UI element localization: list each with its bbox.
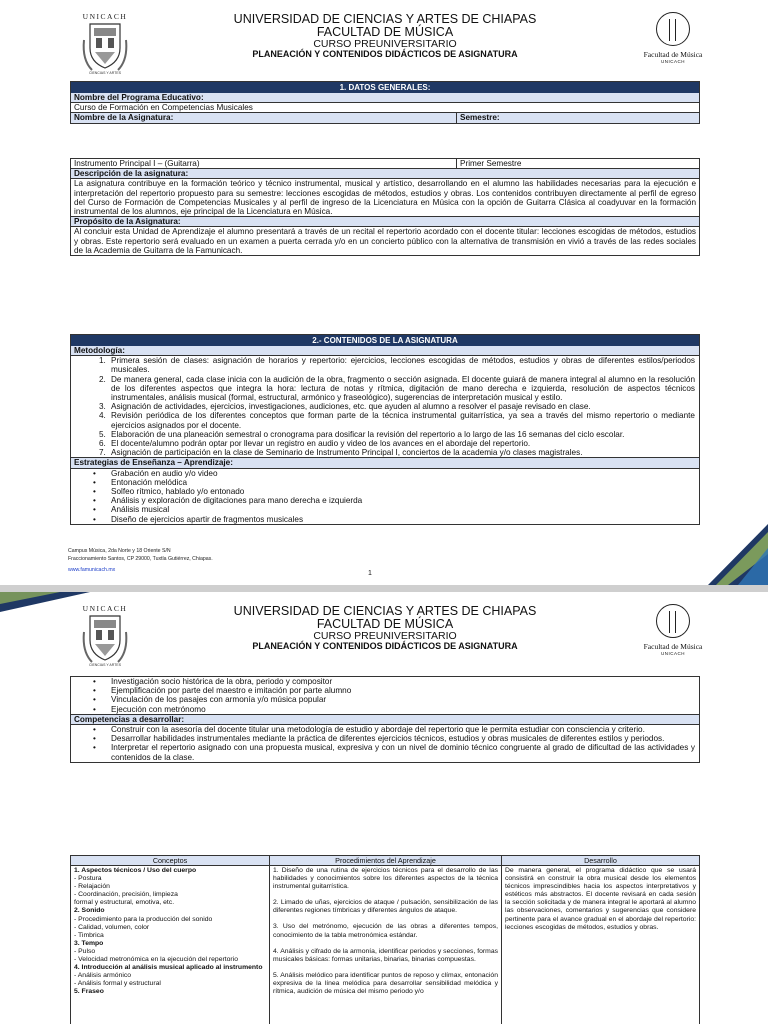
header-titles xyxy=(200,605,570,652)
contenidos-table xyxy=(70,334,700,525)
faculty-name: FACULTAD DE MÚSICA xyxy=(316,617,454,632)
list-item: - Postura xyxy=(74,875,102,883)
column-header: Procedimientos del Aprendizaje xyxy=(270,856,501,866)
list-item: 6. El docente/alumno podrán optar por llevar un registro en audio y video de los avances en el abordaje del repertorio. xyxy=(99,439,531,449)
list-item: 4. Revisión periódica de los diferentes conceptos que forman parte de la técnica instrumental guitarrística, ya sea a través del mismo repertorio o mediante ejercicios asignados por el docente. xyxy=(99,411,695,430)
procedimientos-list xyxy=(270,866,501,1005)
page-separator xyxy=(0,585,768,592)
facultad-musica-logo: Facultad de Música UNICACH xyxy=(640,12,706,74)
conceptos-procedimientos-table xyxy=(70,855,700,1024)
list-item: • Ejecución con metrónomo xyxy=(93,704,206,714)
list-item: 5. Elaboración de una planeación semestral o cronograma para dosificar la revisión del repertorio a lo largo de las 16 semanas del ciclo escolar. xyxy=(99,429,625,439)
column-header: Conceptos xyxy=(71,856,269,866)
estrategias-label: Estrategias de Enseñanza – Aprendizaje: xyxy=(71,457,699,467)
list-item: • Solfeo rítmico, hablado y/o entonado xyxy=(93,487,245,497)
proposito-label: Propósito de la Asignatura: xyxy=(71,216,699,226)
programa-label: Nombre del Programa Educativo: xyxy=(71,93,699,102)
list-item: 5. Análisis melódico para identificar puntos de reposo y clímax, entonación expresiva de la línea melódica para desarrollar sensibilidad melódica y rítmica, audición de música del mismo periodo y/o xyxy=(273,971,498,996)
conceptos-list xyxy=(71,866,269,998)
list-item: • Grabación en audio y/o video xyxy=(93,468,218,478)
list-item: 4. Introducción al análisis musical aplicado al instrumento xyxy=(74,964,263,972)
conceptos-column xyxy=(71,856,270,1024)
desarrollo-list xyxy=(502,866,699,941)
page-footer xyxy=(68,548,213,575)
desarrollo-text: De manera general, el programa didáctico que se usará consistirá en construir la obra musical desde los elementos técnicos imprescindibles hacia los aspectos interpretativos y estéticos más abstractos. El docente revisará en cada sesión la sección solicitada y de manera integral le aportará al alumno las observaciones, comentarios y sugerencias que considere pertinente para el avance gradual en el abordaje del repertorio: lecciones escogidas de métodos, estudios y obras. xyxy=(505,867,696,931)
university-name: UNIVERSIDAD DE CIENCIAS Y ARTES DE CHIAPAS xyxy=(233,12,537,26)
desarrollo-column xyxy=(502,856,699,1024)
list-item: 1. Primera sesión de clases: asignación de horarios y repertorio: ejercicios, lecciones escogidas de métodos, estudios y obras de diferentes estilos/periodos musicales. xyxy=(99,356,695,375)
list-item: - Análisis formal y estructural xyxy=(74,980,161,988)
list-item: - Coordinación, precisión, limpieza xyxy=(74,891,178,899)
descripcion-text: La asignatura contribuye en la formación teórico y técnico instrumental, musical y artístico, desarrollando en el alumno las habilidades necesarias para la ejecución e interpretación del repertorio propuesto para su semestre: lecciones escogidas de métodos, estudios y obras. Los contenidos contribuyen directamente al perfil de egreso del Curso de Formación de Competencias Musicales y al perfil de ingreso de la Licenciatura en Música con la opción de Guitarra Clásica al coadyuvar en la formación instrumental de los alumnos, eje principal de la Licenciatura en Música. xyxy=(71,178,699,216)
footer-website-link[interactable]: www.famunicach.mx xyxy=(68,567,116,574)
list-item: formal y estructural, emotiva, etc. xyxy=(74,899,175,907)
list-item: • Diseño de ejercicios apartir de fragmentos musicales xyxy=(93,514,304,524)
list-item: • Análisis y exploración de digitaciones para mano derecha e izquierda xyxy=(93,496,363,506)
course-name: CURSO PREUNIVERSITARIO xyxy=(313,38,457,51)
course-name: CURSO PREUNIVERSITARIO xyxy=(313,630,457,643)
competencias-label: Competencias a desarrollar: xyxy=(71,714,699,724)
estrategias-list xyxy=(71,468,699,524)
procedimientos-column xyxy=(270,856,502,1024)
list-item: - Relajación xyxy=(74,883,110,891)
list-item: 4. Análisis y cifrado de la armonía, identificar periodos y secciones, formas musicales básicas: formas unitarias, binarias, binarias compuestas. xyxy=(273,947,498,963)
asignatura-value-row xyxy=(71,159,699,168)
asignatura-value: Instrumento Principal I – (Guitarra) xyxy=(71,159,457,168)
competencias-list xyxy=(71,724,699,762)
list-item: 3. Tempo xyxy=(74,939,104,947)
section-bar: 1. DATOS GENERALES: xyxy=(71,82,699,93)
list-item: 5. Fraseo xyxy=(74,988,104,996)
list-item: - Análisis armónico xyxy=(74,972,132,980)
corner-decoration-icon xyxy=(708,524,768,585)
list-item: • Desarrollar habilidades instrumentales mediante la práctica de diferentes ejercicios técnicos, estudios y obras musicales de diferentes estilos y periodos. xyxy=(93,734,665,744)
semestre-value: Primer Semestre xyxy=(460,159,522,168)
asignatura-label: Nombre de la Asignatura: xyxy=(71,113,457,122)
list-item: • Análisis musical xyxy=(93,505,170,515)
university-name: UNIVERSIDAD DE CIENCIAS Y ARTES DE CHIAPAS xyxy=(233,604,537,618)
document-header xyxy=(0,10,768,80)
descripcion-label: Descripción de la asignatura: xyxy=(71,168,699,178)
unicach-seal-logo xyxy=(80,10,130,76)
list-item: • Investigación socio histórica de la obra, periodo y compositor xyxy=(93,677,333,686)
list-item: 1. Aspectos técnicos / Uso del cuerpo xyxy=(74,867,197,874)
page-number: 1 xyxy=(368,570,372,577)
metodologia-label: Metodología: xyxy=(71,346,699,355)
list-item: - Timbrica xyxy=(74,931,104,939)
list-item: 2. Sonido xyxy=(74,907,105,915)
unicach-seal-logo xyxy=(80,602,130,668)
svg-text:CIENCIAS Y ARTES: CIENCIAS Y ARTES xyxy=(88,663,122,667)
list-item: 1. Diseño de una rutina de ejercicios técnicos para el desarrollo de las habilidades y conocimientos sobre los diferentes aspectos de la técnica instrumental guitarrística. xyxy=(273,867,498,891)
list-item: 2. Limado de uñas, ejercicios de ataque / pulsación, sensibilización de las diferentes regiones tímbricas y diferentes ángulos de ataque. xyxy=(273,899,498,915)
plan-title: PLANEACIÓN Y CONTENIDOS DIDÁCTICOS DE ASIGNATURA xyxy=(252,49,518,60)
asignatura-header-row xyxy=(71,112,699,122)
column-header: Desarrollo xyxy=(502,856,699,866)
semestre-label: Semestre: xyxy=(460,113,500,123)
list-item: 3. Uso del metrónomo, ejecución de las obras a diferentes tempos, conocimiento de la tabla metronómica estándar. xyxy=(273,923,498,939)
list-item: • Construir con la asesoría del docente titular una metodología de estudio y abordaje del repertorio que le permita estudiar con consciencia y criterio. xyxy=(93,725,645,735)
list-item: - Pulso xyxy=(74,947,96,955)
footer-address-1: Campus Música, 2da Norte y 18 Oriente S/N xyxy=(68,548,171,554)
list-item: 2. De manera general, cada clase inicia con la audición de la obra, fragmento o sección asignada. El docente guiará de manera integral al alumno en la resolución de los diferentes aspectos que integra la hora: lectura de notas y rítmica, digitación de mano derecha e izquierda, resolución de aspectos técnicos instrumentales, análisis musical (formal, estructural, armónico y fraseológico), sugerencias de interpretación musical y estilo. xyxy=(99,374,695,403)
svg-text:UNICACH: UNICACH xyxy=(82,12,128,21)
list-item: - Calidad, volumen, color xyxy=(74,923,150,931)
section-bar: 2.- CONTENIDOS DE LA ASIGNATURA xyxy=(71,335,699,346)
asignatura-details-table xyxy=(70,158,700,256)
programa-value: Curso de Formación en Competencias Musicales xyxy=(71,102,699,112)
list-item: 7. Asignación de participación en la clase de Seminario de Instrumento Principal I, conciertos de la academia y/o clases magistrales. xyxy=(99,448,583,458)
facultad-musica-logo: Facultad de Música UNICACH xyxy=(640,604,706,666)
header-titles xyxy=(200,13,570,60)
svg-text:CIENCIAS Y ARTES: CIENCIAS Y ARTES xyxy=(88,71,122,75)
document-header xyxy=(0,602,768,672)
footer-address-2: Fraccionamiento Santos, CP 29000, Tuxtla Gutiérrez, Chiapas. xyxy=(68,555,213,562)
proposito-text: Al concluir esta Unidad de Aprendizaje el alumno presentará a través de un recital el repertorio acordado con el docente titular: lecciones escogidas de métodos, estudios y obras. Este repertorio será evaluado en un examen a puerta cerrada y/o en un concierto público con la alternativa de transmisión en vivió a través de las redes sociales de la Academia de Guitarra de la Famunicach. xyxy=(71,226,699,255)
metodologia-list xyxy=(71,355,699,457)
faculty-name: FACULTAD DE MÚSICA xyxy=(316,25,454,40)
datos-generales-table xyxy=(70,81,700,124)
list-item: • Vinculación de los pasajes con armonía y/o música popular xyxy=(93,695,327,705)
svg-text:UNICACH: UNICACH xyxy=(82,604,128,613)
list-item: • Entonación melódica xyxy=(93,477,188,487)
list-item: • Ejemplificación por parte del maestro e imitación por parte alumno xyxy=(93,686,352,696)
contenidos-table-continued xyxy=(70,676,700,763)
estrategias-list-continued xyxy=(71,677,699,714)
list-item: - Procedimiento para la producción del sonido xyxy=(74,915,213,923)
list-item: 3. Asignación de actividades, ejercicios, investigaciones, audiciones, etc. que ayuden al alumno a resolver el pasaje revisado en clase. xyxy=(99,402,591,412)
plan-title: PLANEACIÓN Y CONTENIDOS DIDÁCTICOS DE ASIGNATURA xyxy=(252,641,518,652)
list-item: - Velocidad metronómica en la ejecución del repertorio xyxy=(74,956,238,964)
list-item: • Interpretar el repertorio asignado con una propuesta musical, expresiva y con un nivel de dominio técnico congruente al grado de dificultad de las actividades y contenidos de la clase. xyxy=(93,743,695,762)
